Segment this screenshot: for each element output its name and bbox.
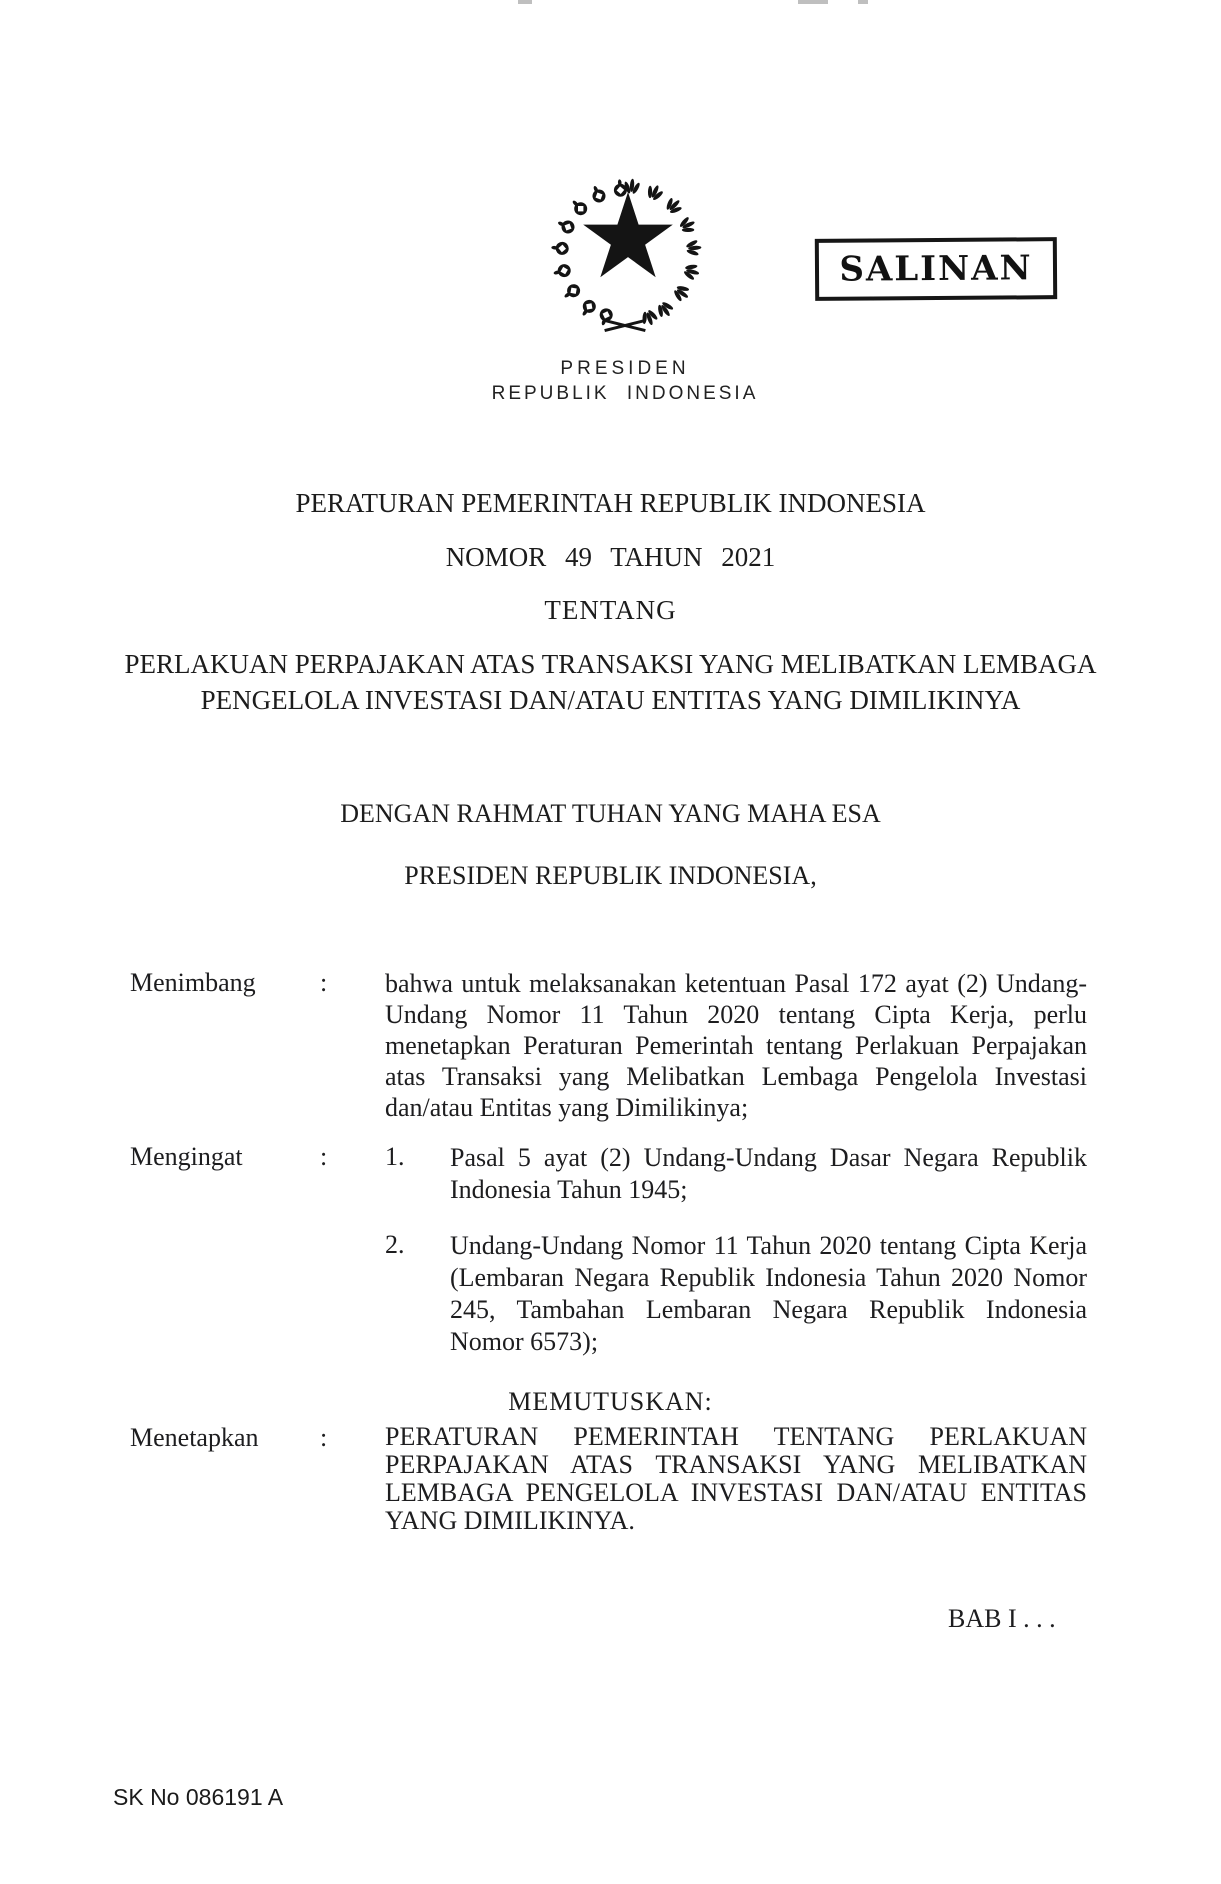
recalling-colon: : (320, 1142, 328, 1171)
considering-label: Menimbang (130, 968, 256, 997)
authority-line: PRESIDEN REPUBLIK INDONESIA, (404, 861, 817, 890)
recalling-item (385, 1142, 1087, 1206)
recalling-item-number: 1. (385, 1142, 405, 1171)
tentang-label: TENTANG (544, 595, 677, 625)
scan-artifact (518, 0, 532, 4)
subject-line-1: PERLAKUAN PERPAJAKAN ATAS TRANSAKSI YANG MELIBATKAN LEMBAGA (124, 649, 1097, 679)
salinan-stamp-label: SALINAN (839, 248, 1033, 290)
considering-colon: : (320, 968, 328, 997)
presidential-emblem-icon (548, 172, 703, 344)
recalling-item-text: Undang-Undang Nomor 11 Tahun 2020 tentang Cipta Kerja (Lembaran Negara Republik Indonesia Tahun 2020 Nomor 245, Tambahan Lembaran Negara Republik Indonesia Nomor 6573); (450, 1231, 1087, 1356)
subject-line-2: PENGELOLA INVESTASI DAN/ATAU ENTITAS YANG DIMILIKINYA (200, 685, 1021, 715)
sk-number: SK No 086191 A (113, 1784, 284, 1810)
recalling-item (385, 1230, 1087, 1358)
salinan-stamp (815, 237, 1057, 301)
decision-heading: MEMUTUSKAN: (508, 1387, 713, 1416)
invocation-line: DENGAN RAHMAT TUHAN YANG MAHA ESA (340, 799, 881, 828)
scan-artifact (858, 0, 868, 4)
enacting-text: PERATURAN PEMERINTAH TENTANG PERLAKUAN PERPAJAKAN ATAS TRANSAKSI YANG MELIBATKAN LEMBAGA PENGELOLA INVESTASI DAN/ATAU ENTITAS YANG DIMILIKINYA. (385, 1422, 1087, 1535)
recalling-item-text: Pasal 5 ayat (2) Undang-Undang Dasar Negara Republik Indonesia Tahun 1945; (450, 1143, 1087, 1204)
enacting-label: Menetapkan (130, 1423, 259, 1452)
recalling-item-number: 2. (385, 1230, 405, 1259)
scan-artifact (798, 0, 828, 4)
letterhead-republik-indonesia: REPUBLIK INDONESIA (491, 383, 759, 404)
chapter-continuation-marker: BAB I . . . (948, 1604, 1056, 1633)
regulation-number: NOMOR 49 TAHUN 2021 (445, 542, 776, 572)
enacting-colon: : (320, 1423, 328, 1452)
considering-text: bahwa untuk melaksanakan ketentuan Pasal 172 ayat (2) Undang-Undang Nomor 11 Tahun 2020 tentang Cipta Kerja, perlu menetapkan Peraturan Pemerintah tentang Perlakuan Perpajakan atas Transaksi yang Melibatkan Lembaga Pengelola Investasi dan/atau Entitas yang Dimilikinya; (385, 969, 1087, 1122)
letterhead-presiden: PRESIDEN (560, 358, 690, 379)
regulation-title: PERATURAN PEMERINTAH REPUBLIK INDONESIA (295, 488, 926, 518)
recalling-label: Mengingat (130, 1142, 243, 1171)
